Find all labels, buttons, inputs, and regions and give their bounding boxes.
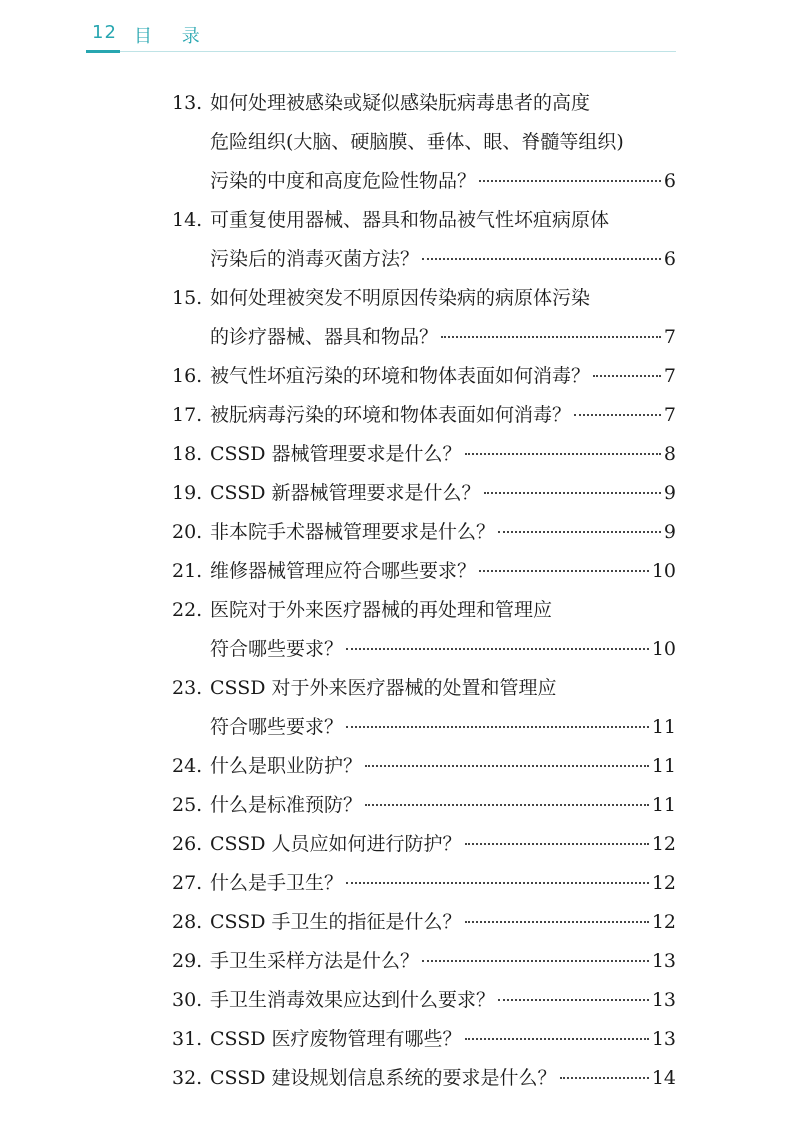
toc-entry-number: 18. — [172, 443, 203, 465]
header-page-number: 12 — [92, 22, 117, 43]
toc-entry[interactable] — [172, 474, 676, 513]
toc-entry-title: 医院对于外来医疗器械的再处理和管理应 — [210, 599, 553, 621]
toc-entry-page-number: 11 — [651, 716, 676, 738]
toc-entry-page-number: 6 — [663, 170, 676, 192]
toc-entry-line — [172, 84, 676, 123]
toc-entry-line — [172, 591, 676, 630]
dot-leader — [465, 1038, 649, 1040]
toc-entry-title: CSSD 建设规划信息系统的要求是什么？ — [210, 1067, 557, 1089]
toc-entry-number: 26. — [172, 833, 203, 855]
toc-entry-line — [172, 669, 676, 708]
toc-entry-number: 25. — [172, 794, 203, 816]
dot-leader — [365, 804, 649, 806]
toc-entry-line — [172, 396, 676, 435]
toc-entry[interactable] — [172, 747, 676, 786]
toc-entry-number: 31. — [172, 1028, 203, 1050]
toc-entry-number: 13. — [172, 92, 203, 114]
toc-entry-page-number: 8 — [663, 443, 676, 465]
toc-entry-line — [172, 825, 676, 864]
toc-entry-page-number: 9 — [663, 521, 676, 543]
dot-leader — [465, 453, 661, 455]
toc-entry[interactable] — [172, 1020, 676, 1059]
toc-entry-number: 19. — [172, 482, 203, 504]
toc-entry-title: CSSD 新器械管理要求是什么？ — [210, 482, 481, 504]
toc-entry-number: 17. — [172, 404, 203, 426]
toc-entry-title: 如何处理被感染或疑似感染朊病毒患者的高度 — [210, 92, 591, 114]
toc-entry-page-number: 7 — [663, 326, 676, 348]
toc-entry-title: 如何处理被突发不明原因传染病的病原体污染 — [210, 287, 591, 309]
toc-entry-line — [172, 903, 676, 942]
toc-entry-title: 符合哪些要求？ — [210, 638, 344, 660]
dot-leader — [560, 1077, 649, 1079]
table-of-contents — [172, 84, 676, 1098]
toc-entry-title: 非本院手术器械管理要求是什么？ — [210, 521, 496, 543]
toc-entry-title: 维修器械管理应符合哪些要求？ — [210, 560, 477, 582]
toc-entry-page-number: 12 — [651, 872, 676, 894]
toc-entry-number: 29. — [172, 950, 203, 972]
toc-entry-line — [172, 357, 676, 396]
toc-entry-page-number: 6 — [663, 248, 676, 270]
toc-entry-title: 什么是手卫生？ — [210, 872, 344, 894]
toc-entry-line — [172, 942, 676, 981]
toc-entry-line — [172, 552, 676, 591]
toc-entry-page-number: 13 — [651, 989, 676, 1011]
toc-entry-title: CSSD 器械管理要求是什么？ — [210, 443, 462, 465]
header-accent-bar — [86, 50, 120, 53]
toc-entry-title: CSSD 人员应如何进行防护？ — [210, 833, 462, 855]
toc-entry-title: 的诊疗器械、器具和物品？ — [210, 326, 439, 348]
dot-leader — [484, 492, 661, 494]
toc-entry[interactable] — [172, 201, 676, 279]
toc-entry-title: 可重复使用器械、器具和物品被气性坏疽病原体 — [210, 209, 610, 231]
toc-entry-title: 什么是标准预防？ — [210, 794, 363, 816]
dot-leader — [479, 570, 649, 572]
toc-entry-number: 22. — [172, 599, 203, 621]
toc-entry-page-number: 13 — [651, 1028, 676, 1050]
dot-leader — [346, 648, 649, 650]
toc-entry[interactable] — [172, 981, 676, 1020]
toc-entry[interactable] — [172, 825, 676, 864]
toc-entry-line — [172, 786, 676, 825]
toc-entry[interactable] — [172, 942, 676, 981]
toc-entry-page-number: 11 — [651, 794, 676, 816]
toc-entry-line — [172, 318, 676, 357]
toc-entry-title: 手卫生消毒效果应达到什么要求？ — [210, 989, 496, 1011]
header-rule — [86, 51, 676, 52]
toc-entry-page-number: 12 — [651, 833, 676, 855]
toc-entry[interactable] — [172, 552, 676, 591]
toc-entry-title: CSSD 医疗废物管理有哪些？ — [210, 1028, 462, 1050]
dot-leader — [479, 180, 661, 182]
toc-entry-number: 30. — [172, 989, 203, 1011]
dot-leader — [346, 726, 649, 728]
toc-entry[interactable] — [172, 786, 676, 825]
toc-entry-line — [172, 1059, 676, 1098]
header-title: 目 录 — [134, 26, 212, 47]
toc-entry[interactable] — [172, 669, 676, 747]
toc-entry-line — [172, 1020, 676, 1059]
toc-entry-title: CSSD 对于外来医疗器械的处置和管理应 — [210, 677, 557, 699]
toc-entry-line — [172, 708, 676, 747]
toc-entry-page-number: 13 — [651, 950, 676, 972]
toc-entry[interactable] — [172, 1059, 676, 1098]
toc-entry-number: 21. — [172, 560, 203, 582]
toc-entry-title: 危险组织(大脑、硬脑膜、垂体、眼、脊髓等组织) — [210, 131, 624, 153]
dot-leader — [574, 414, 661, 416]
toc-entry-line — [172, 201, 676, 240]
toc-entry-page-number: 11 — [651, 755, 676, 777]
toc-entry[interactable] — [172, 435, 676, 474]
toc-entry[interactable] — [172, 396, 676, 435]
toc-entry-line — [172, 630, 676, 669]
toc-entry-number: 24. — [172, 755, 203, 777]
toc-entry-page-number: 12 — [651, 911, 676, 933]
toc-entry-number: 27. — [172, 872, 203, 894]
toc-entry-page-number: 7 — [663, 365, 676, 387]
dot-leader — [498, 531, 661, 533]
toc-entry[interactable] — [172, 864, 676, 903]
toc-entry[interactable] — [172, 591, 676, 669]
dot-leader — [365, 765, 649, 767]
toc-entry-page-number: 7 — [663, 404, 676, 426]
toc-entry-line — [172, 123, 676, 162]
toc-entry[interactable] — [172, 903, 676, 942]
dot-leader — [465, 921, 649, 923]
dot-leader — [422, 258, 661, 260]
toc-entry[interactable] — [172, 84, 676, 201]
toc-entry-title: 手卫生采样方法是什么？ — [210, 950, 420, 972]
running-header — [86, 20, 676, 52]
toc-entry-page-number: 14 — [651, 1067, 676, 1089]
toc-entry-page-number: 10 — [651, 638, 676, 660]
toc-entry-title: 被朊病毒污染的环境和物体表面如何消毒？ — [210, 404, 572, 426]
toc-entry-number: 32. — [172, 1067, 203, 1089]
toc-entry-line — [172, 279, 676, 318]
toc-entry-number: 16. — [172, 365, 203, 387]
toc-entry-number: 23. — [172, 677, 203, 699]
toc-entry-line — [172, 474, 676, 513]
toc-entry-title: 被气性坏疽污染的环境和物体表面如何消毒？ — [210, 365, 591, 387]
toc-entry-title: 符合哪些要求？ — [210, 716, 344, 738]
toc-entry[interactable] — [172, 357, 676, 396]
toc-entry-title: 污染的中度和高度危险性物品？ — [210, 170, 477, 192]
toc-entry-line — [172, 240, 676, 279]
dot-leader — [422, 960, 649, 962]
toc-entry-title: 什么是职业防护？ — [210, 755, 363, 777]
toc-entry-line — [172, 435, 676, 474]
toc-entry[interactable] — [172, 513, 676, 552]
toc-entry-title: CSSD 手卫生的指征是什么？ — [210, 911, 462, 933]
toc-entry-number: 14. — [172, 209, 203, 231]
toc-entry-line — [172, 747, 676, 786]
toc-entry-number: 28. — [172, 911, 203, 933]
dot-leader — [498, 999, 649, 1001]
dot-leader — [465, 843, 649, 845]
toc-entry-page-number: 10 — [651, 560, 676, 582]
dot-leader — [593, 375, 661, 377]
toc-entry-line — [172, 513, 676, 552]
toc-entry-number: 20. — [172, 521, 203, 543]
toc-entry-number: 15. — [172, 287, 203, 309]
toc-entry-page-number: 9 — [663, 482, 676, 504]
dot-leader — [441, 336, 661, 338]
toc-entry-line — [172, 162, 676, 201]
toc-entry[interactable] — [172, 279, 676, 357]
toc-entry-line — [172, 981, 676, 1020]
dot-leader — [346, 882, 649, 884]
toc-entry-title: 污染后的消毒灭菌方法？ — [210, 248, 420, 270]
toc-entry-line — [172, 864, 676, 903]
